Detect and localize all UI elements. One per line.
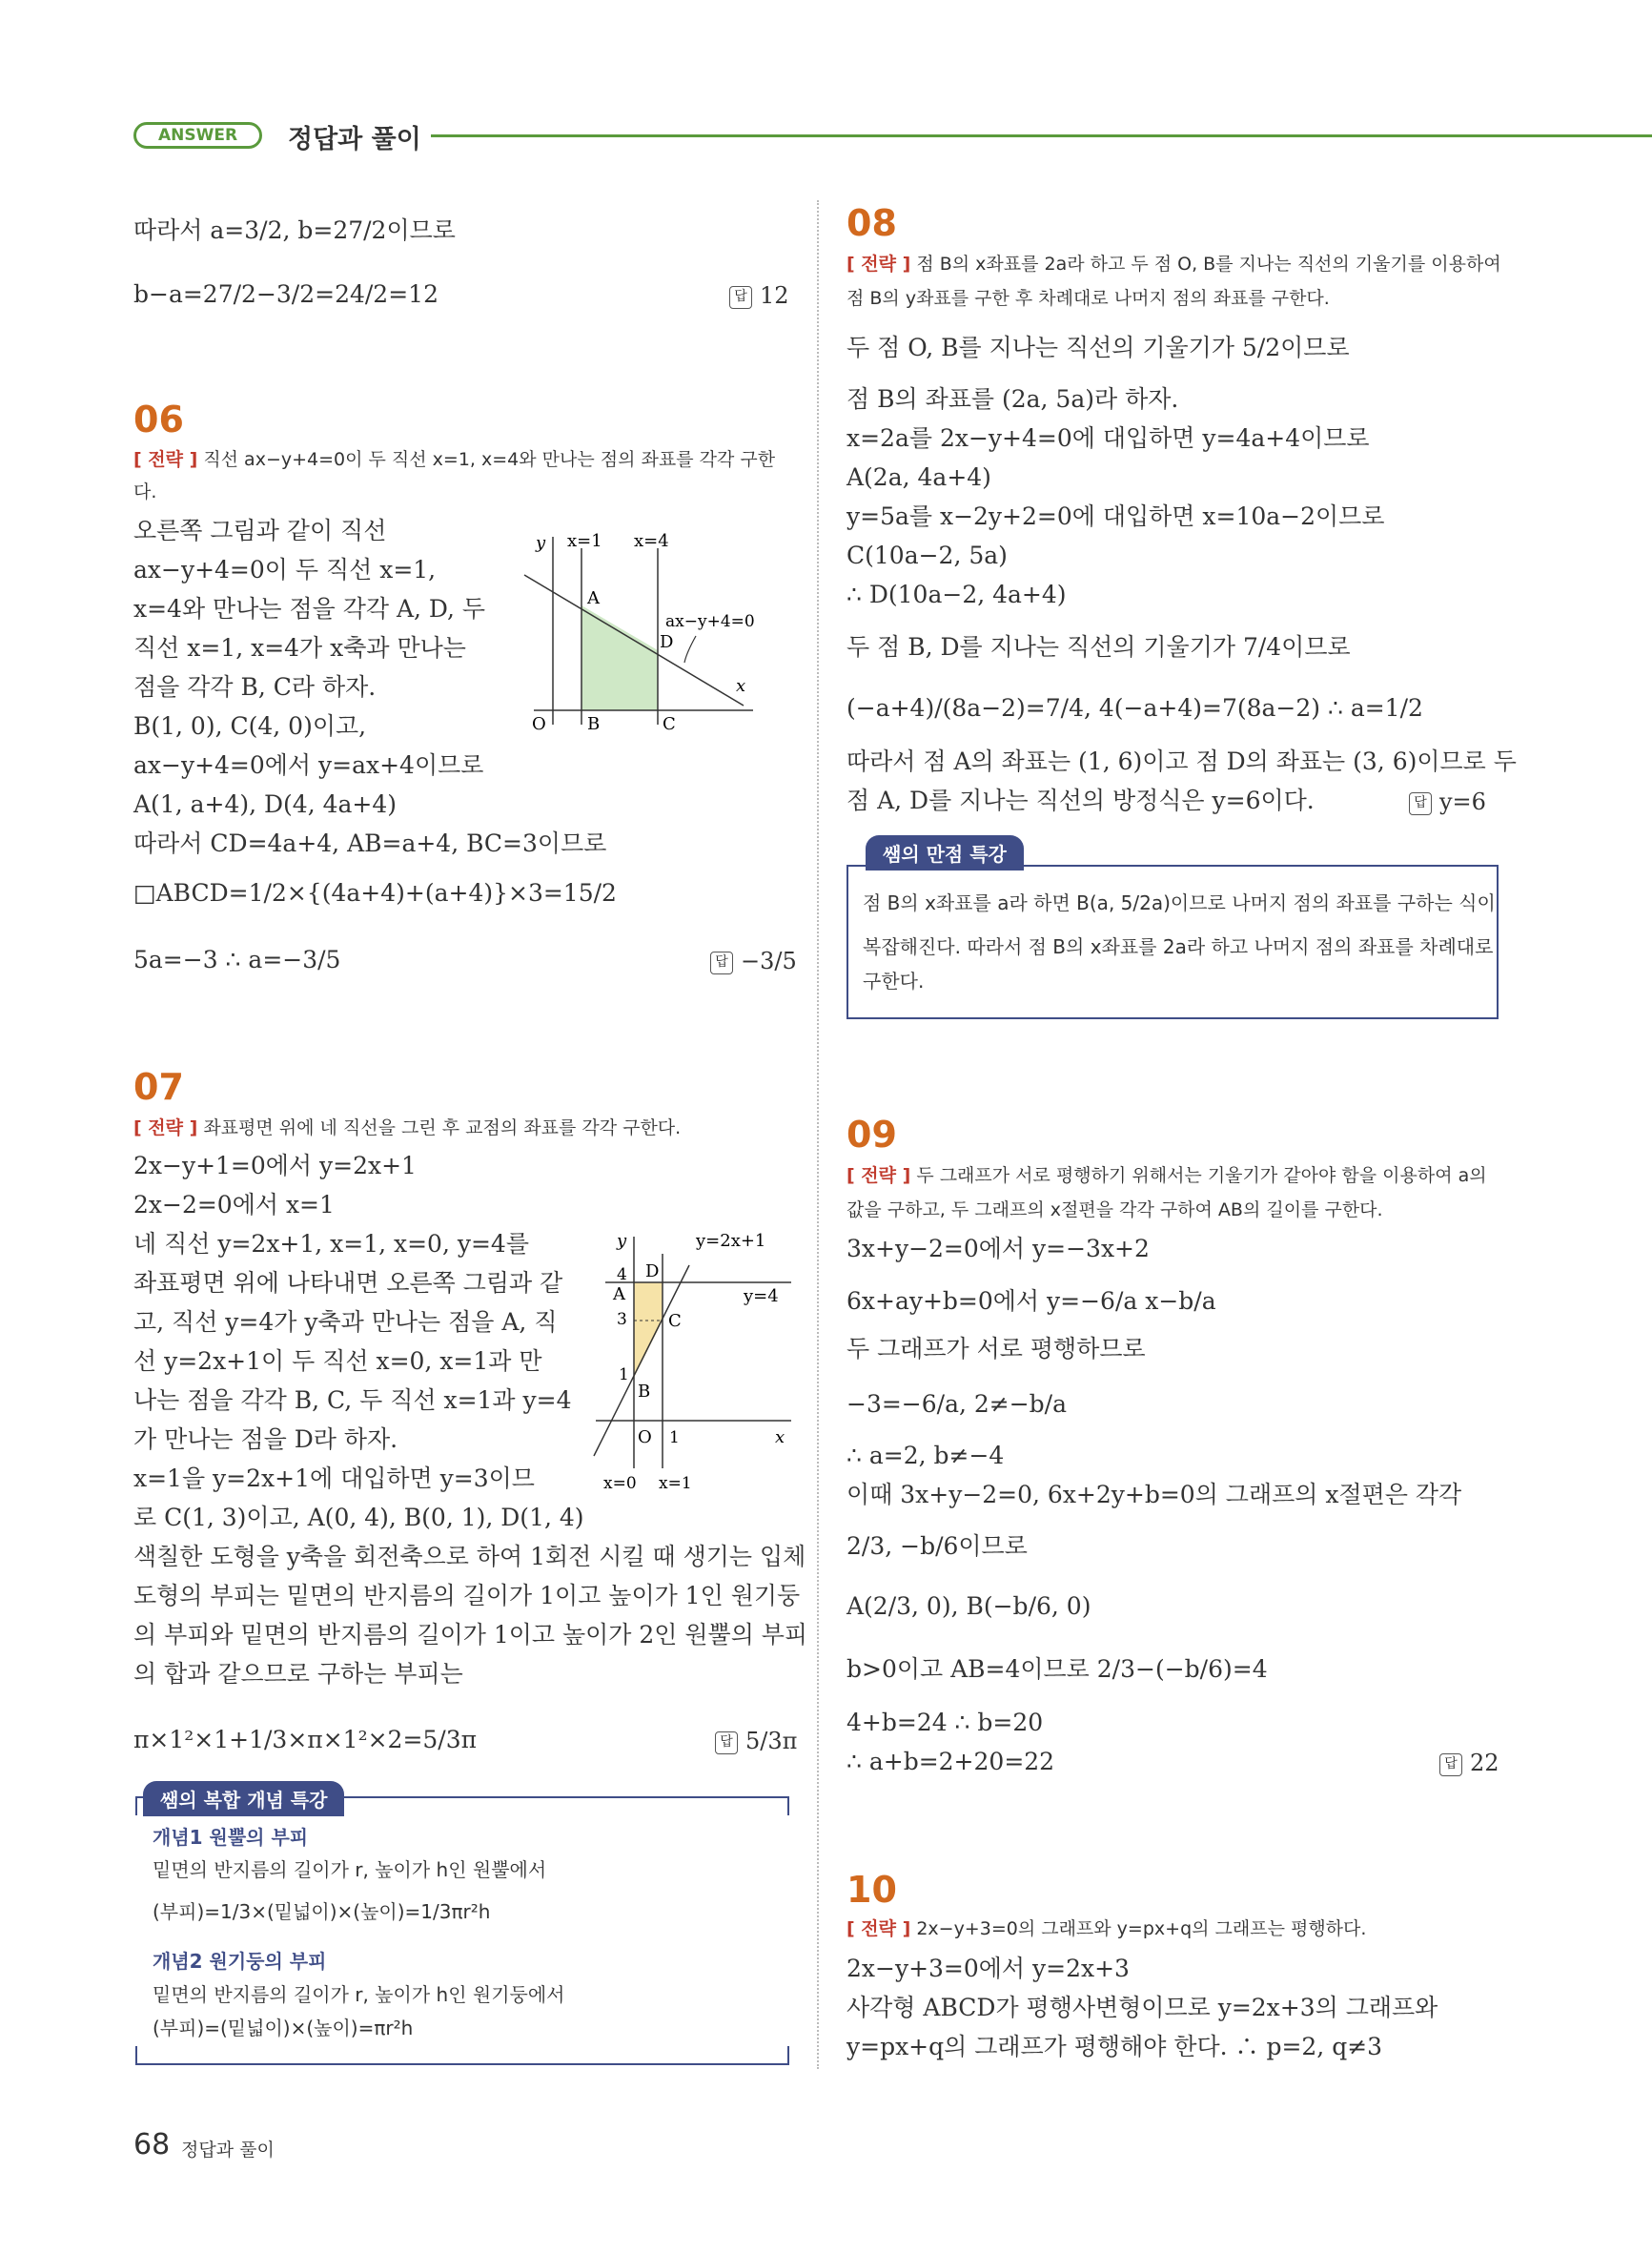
p10-line-3: y=px+q의 그래프가 평행해야 한다. ∴ p=2, q≠3 bbox=[846, 2033, 1383, 2060]
p09-line-3: 두 그래프가 서로 평행하므로 bbox=[846, 1335, 1146, 1362]
p08-line-6: C(10a−2, 5a) bbox=[846, 542, 1008, 569]
problem-10-number: 10 bbox=[846, 1869, 897, 1911]
tip-line-1: 점 B의 x좌표를 a라 하면 B(a, 5/2a)이므로 나머지 점의 좌표를 구하는 식이 bbox=[863, 891, 1496, 914]
p06-line-11: 5a=−3 ∴ a=−3/5 bbox=[133, 946, 341, 973]
strategy-text: 좌표평면 위에 네 직선을 그린 후 교점의 좌표를 각각 구한다. bbox=[203, 1117, 682, 1138]
p07-line-11: 색칠한 도형을 y축을 회전축으로 하여 1회전 시킬 때 생기는 입체 bbox=[133, 1543, 806, 1570]
p09-line-10: 4+b=24 ∴ b=20 bbox=[846, 1709, 1044, 1736]
p07-answer bbox=[715, 1728, 797, 1754]
p07-line-3: 네 직선 y=2x+1, x=1, x=0, y=4를 bbox=[133, 1230, 529, 1258]
concept-line-5: 밑면의 반지름의 길이가 r, 높이가 h인 원기둥에서 bbox=[153, 1983, 565, 2006]
p07-answer-value: 5/3π bbox=[745, 1728, 798, 1754]
p07-line-8: 가 만나는 점을 D라 하자. bbox=[133, 1425, 398, 1453]
p06-label: B bbox=[587, 714, 601, 734]
p08-answer-value: y=6 bbox=[1439, 789, 1486, 815]
p09-line-8: A(2/3, 0), B(−b/6, 0) bbox=[846, 1592, 1091, 1620]
p06-figure bbox=[515, 520, 782, 734]
p07-line-1: 2x−y+1=0에서 y=2x+1 bbox=[133, 1152, 417, 1179]
p06-line-10: □ABCD=1/2×{(4a+4)+(a+4)}×3=15/2 bbox=[133, 879, 617, 907]
p07-line-2: 2x−2=0에서 x=1 bbox=[133, 1191, 335, 1219]
p08-line-7: ∴ D(10a−2, 4a+4) bbox=[846, 581, 1067, 608]
p06-label: O bbox=[532, 714, 546, 734]
concept-line-4: 개념2 원기둥의 부피 bbox=[153, 1950, 327, 1973]
concept-line-6: (부피)=(밑넓이)×(높이)=πr²h bbox=[153, 2017, 414, 2039]
p06-line-2: ax−y+4=0이 두 직선 x=1, bbox=[133, 556, 437, 584]
p07-line-14: 의 합과 같으므로 구하는 부피는 bbox=[133, 1660, 463, 1688]
p06-line-1: 오른쪽 그림과 같이 직선 bbox=[133, 517, 387, 544]
problem-07-strategy bbox=[133, 1112, 791, 1144]
strategy-text: 2x−y+3=0의 그래프와 y=px+q의 그래프는 평행하다. bbox=[916, 1918, 1367, 1939]
concept-box-tab: 쌤의 복합 개념 특강 bbox=[143, 1781, 344, 1816]
answer-mark-icon: 답 bbox=[715, 1731, 738, 1754]
p07-label: x bbox=[775, 1427, 785, 1447]
strategy-tag: [ 전략 ] bbox=[846, 1165, 911, 1186]
p06-label: x=1 bbox=[567, 531, 602, 551]
p08-line-5: y=5a를 x−2y+2=0에 대입하면 x=10a−2이므로 bbox=[846, 502, 1385, 530]
p09-line-7: 2/3, −b/6이므로 bbox=[846, 1532, 1028, 1560]
intro-answer bbox=[729, 282, 789, 309]
intro-line-2: b−a=27/2−3/2=24/2=12 bbox=[133, 280, 438, 308]
p06-label: ax−y+4=0 bbox=[665, 612, 755, 631]
header-rule bbox=[431, 134, 1652, 137]
p10-line-1: 2x−y+3=0에서 y=2x+3 bbox=[846, 1955, 1130, 1982]
answer-badge: ANSWER bbox=[133, 122, 262, 149]
p06-shaded-region bbox=[581, 605, 658, 710]
answer-mark-icon: 답 bbox=[710, 952, 733, 974]
strategy-tag: [ 전략 ] bbox=[846, 254, 911, 275]
problem-08-strategy-1 bbox=[846, 248, 1501, 280]
p06-label: x=4 bbox=[634, 531, 669, 551]
p07-label: 1 bbox=[619, 1365, 629, 1384]
p08-line-8: 두 점 B, D를 지나는 직선의 기울기가 7/4이므로 bbox=[846, 633, 1351, 661]
footer-label: 정답과 풀이 bbox=[181, 2140, 275, 2161]
tip-box-tab: 쌤의 만점 특강 bbox=[866, 835, 1024, 870]
strategy-tag: [ 전략 ] bbox=[133, 449, 198, 470]
p08-line-4: A(2a, 4a+4) bbox=[846, 463, 991, 491]
problem-06-number: 06 bbox=[133, 399, 184, 440]
p10-line-2: 사각형 ABCD가 평행사변형이므로 y=2x+3의 그래프와 bbox=[846, 1994, 1438, 2021]
p07-label: O bbox=[638, 1427, 652, 1447]
p07-line-9: x=1을 y=2x+1에 대입하면 y=3이므 bbox=[133, 1464, 535, 1492]
p07-line-15: π×1²×1+1/3×π×1²×2=5/3π bbox=[133, 1726, 478, 1753]
p06-label: A bbox=[587, 588, 600, 608]
p06-line-8: A(1, a+4), D(4, 4a+4) bbox=[133, 790, 398, 818]
p06-line-9: 따라서 CD=4a+4, AB=a+4, BC=3이므로 bbox=[133, 830, 607, 857]
concept-line-3: (부피)=1/3×(밑넓이)×(높이)=1/3πr²h bbox=[153, 1900, 491, 1923]
strategy-tag: [ 전략 ] bbox=[133, 1117, 198, 1138]
p08-line-2: 점 B의 좌표를 (2a, 5a)라 하자. bbox=[846, 385, 1179, 413]
p07-label: x=0 bbox=[603, 1474, 637, 1493]
p09-line-1: 3x+y−2=0에서 y=−3x+2 bbox=[846, 1235, 1150, 1262]
p06-answer bbox=[710, 948, 797, 974]
p06-label: x bbox=[736, 676, 746, 696]
p06-line-7: ax−y+4=0에서 y=ax+4이므로 bbox=[133, 751, 484, 779]
concept-box-right-foot bbox=[787, 2046, 789, 2063]
p07-figure bbox=[577, 1225, 796, 1497]
p07-line-5: 고, 직선 y=4가 y축과 만나는 점을 A, 직 bbox=[133, 1308, 558, 1336]
strategy-text: 점 B의 x좌표를 2a라 하고 두 점 O, B를 지나는 직선의 기울기를 이용하여 bbox=[916, 254, 1501, 275]
p06-line-6: B(1, 0), C(4, 0)이고, bbox=[133, 712, 367, 740]
p07-line-13: 의 부피와 밑면의 반지름의 길이가 1이고 높이가 2인 원뿔의 부피 bbox=[133, 1621, 808, 1649]
p07-label: B bbox=[638, 1382, 651, 1402]
p07-label: 3 bbox=[617, 1310, 627, 1329]
p08-line-10: 따라서 점 A의 좌표는 (1, 6)이고 점 D의 좌표는 (3, 6)이므로 두 bbox=[846, 748, 1517, 775]
p06-line-5: 점을 각각 B, C라 하자. bbox=[133, 673, 377, 701]
concept-line-1: 개념1 원뿔의 부피 bbox=[153, 1826, 309, 1849]
p07-label: 1 bbox=[669, 1428, 680, 1447]
p07-label: 4 bbox=[617, 1265, 627, 1284]
problem-07-number: 07 bbox=[133, 1066, 184, 1108]
concept-box-left-foot bbox=[135, 2046, 137, 2063]
p09-line-2: 6x+ay+b=0에서 y=−6/a x−b/a bbox=[846, 1287, 1216, 1315]
problem-10-strategy bbox=[846, 1913, 1366, 1945]
answer-mark-icon: 답 bbox=[1439, 1753, 1462, 1776]
answer-mark-icon: 답 bbox=[729, 286, 752, 309]
p08-line-9: (−a+4)/(8a−2)=7/4, 4(−a+4)=7(8a−2) ∴ a=1/2 bbox=[846, 694, 1423, 722]
p07-line-6: 선 y=2x+1이 두 직선 x=0, x=1과 만 bbox=[133, 1347, 542, 1375]
concept-box-right-edge bbox=[787, 1798, 789, 1815]
page-number: 68 bbox=[133, 2128, 171, 2161]
p09-line-6: 이때 3x+y−2=0, 6x+2y+b=0의 그래프의 x절편은 각각 bbox=[846, 1481, 1462, 1508]
p07-label: A bbox=[613, 1284, 625, 1304]
tip-line-2: 복잡해진다. 따라서 점 B의 x좌표를 2a라 하고 나머지 점의 좌표를 차례대로 bbox=[863, 935, 1494, 958]
p06-label: D bbox=[660, 632, 674, 652]
p07-line-10: 로 C(1, 3)이고, A(0, 4), B(0, 1), D(1, 4) bbox=[133, 1504, 584, 1531]
p07-label: y bbox=[617, 1231, 627, 1251]
page-header bbox=[124, 114, 1652, 162]
p09-line-5: ∴ a=2, b≠−4 bbox=[846, 1442, 1005, 1469]
p06-label: C bbox=[663, 714, 676, 734]
concept-box-left-edge bbox=[135, 1798, 137, 1815]
p07-line-12: 도형의 부피는 밑면의 반지름의 길이가 1이고 높이가 1인 원기둥 bbox=[133, 1582, 801, 1609]
p06-line-4: 직선 x=1, x=4가 x축과 만나는 bbox=[133, 634, 466, 662]
p07-label: D bbox=[645, 1261, 660, 1281]
column-divider bbox=[817, 200, 819, 2069]
problem-09-strategy-2: 값을 구하고, 두 그래프의 x절편을 각각 구하여 AB의 길이를 구한다. bbox=[846, 1199, 1383, 1220]
p09-line-9: b>0이고 AB=4이므로 2/3−(−b/6)=4 bbox=[846, 1655, 1268, 1683]
p09-answer-value: 22 bbox=[1470, 1750, 1499, 1776]
p06-label: y bbox=[536, 533, 546, 553]
p09-line-4: −3=−6/a, 2≠−b/a bbox=[846, 1390, 1068, 1418]
concept-line-2: 밑면의 반지름의 길이가 r, 높이가 h인 원뿔에서 bbox=[153, 1858, 547, 1881]
strategy-tag: [ 전략 ] bbox=[846, 1918, 911, 1939]
intro-line-1: 따라서 a=3/2, b=27/2이므로 bbox=[133, 216, 456, 244]
p07-label: y=2x+1 bbox=[696, 1231, 766, 1251]
p06-arrow bbox=[684, 636, 696, 663]
strategy-text: 두 그래프가 서로 평행하기 위해서는 기울기가 같아야 함을 이용하여 a의 bbox=[916, 1165, 1487, 1186]
tip-line-3: 구한다. bbox=[863, 970, 925, 993]
p06-answer-value: −3/5 bbox=[741, 948, 797, 974]
p07-label: x=1 bbox=[659, 1474, 692, 1493]
p07-line-7: 나는 점을 각각 B, C, 두 직선 x=1과 y=4 bbox=[133, 1386, 572, 1414]
problem-09-strategy-1 bbox=[846, 1159, 1487, 1192]
strategy-text: 직선 ax−y+4=0이 두 직선 x=1, x=4와 만나는 점의 좌표를 각각 구한다. bbox=[133, 449, 776, 502]
answer-mark-icon: 답 bbox=[1409, 792, 1432, 815]
p09-answer bbox=[1439, 1750, 1499, 1776]
p08-line-3: x=2a를 2x−y+4=0에 대입하면 y=4a+4이므로 bbox=[846, 424, 1370, 452]
p08-answer bbox=[1409, 789, 1486, 815]
header-title: 정답과 풀이 bbox=[288, 125, 421, 154]
p09-line-11: ∴ a+b=2+20=22 bbox=[846, 1748, 1055, 1775]
problem-09-number: 09 bbox=[846, 1114, 897, 1156]
p07-label: C bbox=[668, 1311, 682, 1331]
intro-answer-value: 12 bbox=[760, 282, 789, 309]
problem-08-strategy-2: 점 B의 y좌표를 구한 후 차례대로 나머지 점의 좌표를 구한다. bbox=[846, 288, 1330, 309]
p06-line-3: x=4와 만나는 점을 각각 A, D, 두 bbox=[133, 595, 486, 623]
p07-shaded-region bbox=[634, 1282, 663, 1378]
p08-line-11: 점 A, D를 지나는 직선의 방정식은 y=6이다. bbox=[846, 787, 1315, 814]
p08-line-1: 두 점 O, B를 지나는 직선의 기울기가 5/2이므로 bbox=[846, 334, 1350, 361]
problem-08-number: 08 bbox=[846, 202, 897, 244]
problem-06-strategy bbox=[133, 443, 791, 508]
p07-label: y=4 bbox=[744, 1286, 779, 1306]
p07-line-4: 좌표평면 위에 나타내면 오른쪽 그림과 같 bbox=[133, 1269, 563, 1297]
